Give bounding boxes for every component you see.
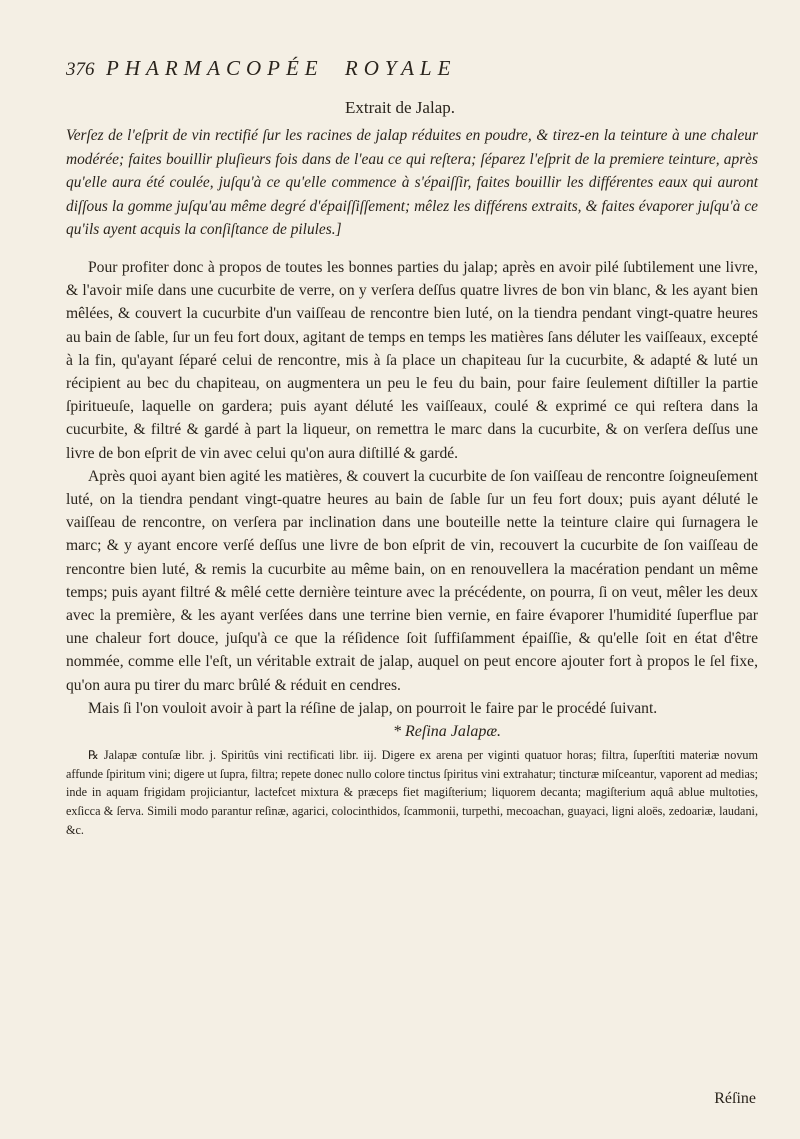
recipe-text: ℞ Jalapæ contuſæ libr. j. Spiritûs vini rectificati libr. iij. Digere ex arena per viginti quatuor horas; filtra, ſuperſtiti materiæ novum affunde ſpiritum vini; digere ut ſupra, filtra; repete donec nullo colore tinctus ſpiritus vini extrahatur; tincturæ miſceantur, vaporent ad medias; inde in aquam frigidam projiciantur, lactefcet mixtura & præceps fiet magiſterium; liquorem decanta; magiſterium aquâ ablue multoties, exſicca & ſerva. Simili modo parantur reſinæ, agarici, colocinthidos, ſcammonii, turpethi, mecoachan, guayaci, ligni aloës, zedoariæ, laudani, &c. bbox=[66, 748, 758, 837]
body-text bbox=[66, 124, 758, 839]
quoted-instruction: Verſez de l'eſprit de vin rectifié ſur les racines de jalap réduites en poudre, & tirez-en la teinture à une chaleur modérée; faites bouillir pluſieurs fois dans de l'eau ce qui reſtera; ſéparez l'eſprit de la premiere teinture, après qu'elle aura été coulée, juſqu'à ce qu'elle commence à s'épaiſſir, faites bouillir les différentes eaux qui auront diſſous la gomme juſqu'au même degré d'épaiſſiſſement; mêlez les différens extraits, & faites évaporer juſqu'à ce qu'ils ayent acquis la conſiſtance de pilules.] bbox=[66, 127, 758, 239]
paragraph-2: Après quoi ayant bien agité les matières, & couvert la cucurbite de ſon vaiſſeau de rencontre ſoigneuſement luté, on la tiendra pendant vingt-quatre heures au bain de ſable ſur un feu fort doux; puis ayant déluté le vaiſſeau de rencontre, on verſera par inclination dans une bouteille nette la teinture claire qui ſurnagera le marc; & y ayant encore verſé deſſus une livre de bon eſprit de vin, recouvert la cucurbite de ſon vaiſſeau de rencontre bien luté, & remis la cucurbite au même bain, on en renouvellera la macération pendant un même temps; puis ayant filtré & mêlé cette dernière teinture avec la précédente, on pourra, ſi on veut, mêler les deux avec la première, & les ayant verſées dans une terrine bien vernie, en faire évaporer l'humidité ſuperflue par une chaleur fort douce, juſqu'à ce que la réſidence ſoit ſuffiſamment épaiſſie, & qu'elle ſoit en état d'être nommée, comme elle l'eſt, un véritable extrait de jalap, auquel on peut encore ajouter fort à propos le ſel fixe, qu'on aura pu tirer du marc brûlé & réduit en cendres. bbox=[66, 467, 758, 694]
paragraph-3: Mais ſi l'on vouloit avoir à part la réſine de jalap, on pourroit le faire par le procédé ſuivant. bbox=[88, 699, 658, 717]
section-title: Extrait de Jalap. bbox=[345, 98, 455, 117]
recipe-title: * Reſina Jalapæ. bbox=[393, 723, 501, 741]
page-header bbox=[66, 56, 756, 86]
page-number: 376 bbox=[66, 59, 95, 80]
running-title: PHARMACOPÉE ROYALE bbox=[106, 56, 457, 80]
catchword: Réſine bbox=[714, 1090, 756, 1107]
paragraph-1: Pour profiter donc à propos de toutes les bonnes parties du jalap; après en avoir pilé ſubtilement une livre, & l'avoir miſe dans une cucurbite de verre, on y verſera deſſus quatre livres de bon vin blanc, & les ayant bien mêlées, & couvert la cucurbite d'un vaiſſeau de rencontre bien luté, on la tiendra pendant vingt-quatre heures au bain de ſable, ſur un feu fort doux, agitant de temps en temps les matières ſans déluter les vaiſſeaux, excepté à la fin, qu'ayant ſéparé celui de rencontre, mis à ſa place un chapiteau ſur la cucurbite, & adapté & luté un récipient au bec du chapiteau, on augmentera un peu le feu du bain, pour faire ſeulement diſtiller la partie ſpiritueuſe, laquelle on gardera; puis ayant déluté les vaiſſeaux, coulé & exprimé ce qui reſtera dans la cucurbite, & filtré & gardé à part la liqueur, on remettra le marc dans la cucurbite, & on verſera deſſus une livre de bon eſprit de vin avec celui qu'on aura diſtillé & gardé. bbox=[66, 258, 758, 462]
